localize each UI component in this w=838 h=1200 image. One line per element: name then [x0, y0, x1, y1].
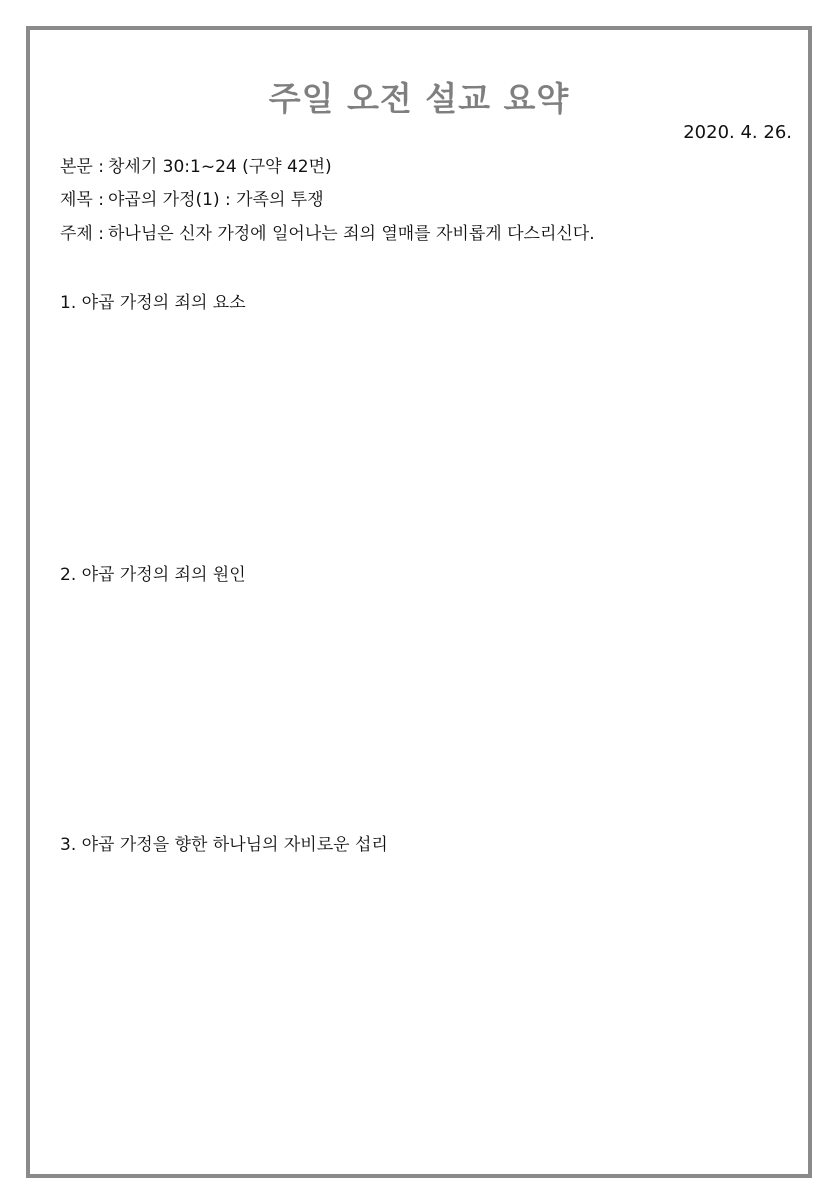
- section-heading-1: 1. 야곱 가정의 죄의 요소: [60, 293, 246, 313]
- page-title: 주일 오전 설교 요약: [268, 79, 570, 118]
- section-heading-3: 3. 야곱 가정을 향한 하나님의 자비로운 섭리: [60, 835, 388, 855]
- theme-line: [60, 219, 595, 244]
- section-heading-2: 2. 야곱 가정의 죄의 원인: [60, 565, 246, 585]
- scripture-line: [60, 152, 332, 177]
- scripture-label: 본문 :: [60, 157, 104, 177]
- sermon-title-text: 야곱의 가정(1) : 가족의 투쟁: [107, 190, 324, 210]
- sermon-title-line: [60, 185, 324, 210]
- sermon-title-label: 제목 :: [60, 190, 104, 210]
- theme-text: 하나님은 신자 가정에 일어나는 죄의 열매를 자비롭게 다스리신다.: [107, 224, 595, 244]
- scripture-text: 창세기 30:1~24 (구약 42면): [107, 157, 332, 177]
- page-frame: [26, 26, 812, 1178]
- sermon-date: 2020. 4. 26.: [683, 122, 792, 143]
- theme-label: 주제 :: [60, 224, 104, 244]
